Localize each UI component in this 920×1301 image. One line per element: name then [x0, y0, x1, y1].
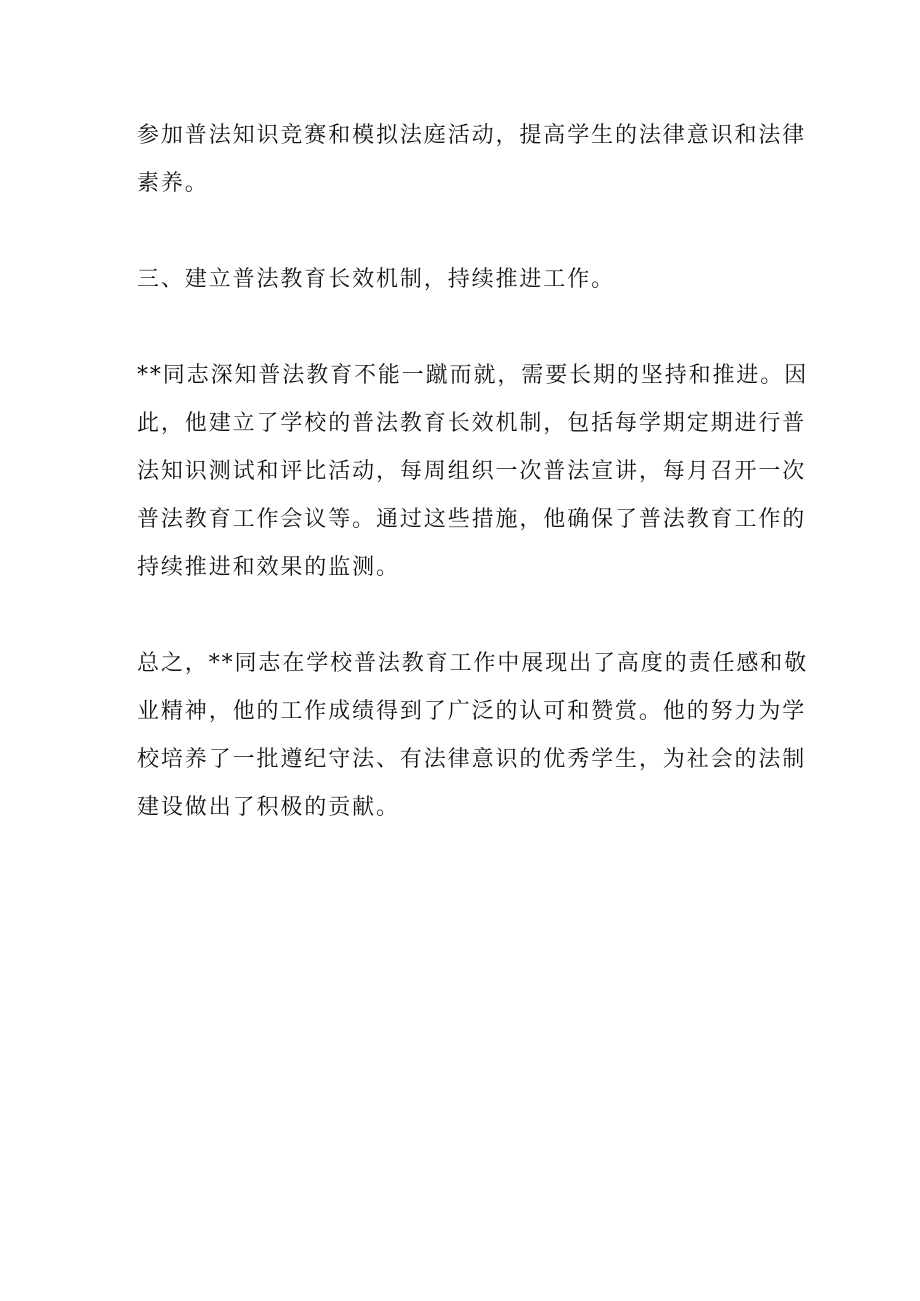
paragraph-line: 总之，**同志在学校普法教育工作中展现出了高度的责任感和敬 — [137, 651, 809, 676]
paragraph-line: 普法教育工作会议等。通过这些措施，他确保了普法教育工作的 — [137, 507, 807, 532]
paragraph-line: 素养。 — [137, 171, 209, 196]
paragraph-conclusion — [137, 640, 809, 832]
paragraph-line: 建设做出了积极的贡献。 — [137, 795, 400, 820]
paragraph-mechanism — [137, 352, 809, 592]
paragraph-gap — [137, 304, 797, 352]
paragraph-line: 法知识测试和评比活动，每周组织一次普法宣讲，每月召开一次 — [137, 459, 807, 484]
paragraph-continuation — [137, 112, 807, 208]
document-body — [137, 112, 809, 832]
heading-line: 三、建立普法教育长效机制，持续推进工作。 — [137, 267, 616, 292]
paragraph-line: 此，他建立了学校的普法教育长效机制，包括每学期定期进行普 — [137, 411, 807, 436]
paragraph-line: 校培养了一批遵纪守法、有法律意识的优秀学生，为社会的法制 — [137, 747, 807, 772]
paragraph-line: **同志深知普法教育不能一蹴而就，需要长期的坚持和推进。因 — [137, 363, 809, 388]
paragraph-line: 持续推进和效果的监测。 — [137, 555, 400, 580]
paragraph-gap — [137, 592, 797, 640]
paragraph-line: 业精神，他的工作成绩得到了广泛的认可和赞赏。他的努力为学 — [137, 699, 807, 724]
paragraph-line: 参加普法知识竞赛和模拟法庭活动，提高学生的法律意识和法律 — [137, 123, 807, 148]
section-heading — [137, 256, 797, 304]
paragraph-gap — [137, 208, 797, 256]
